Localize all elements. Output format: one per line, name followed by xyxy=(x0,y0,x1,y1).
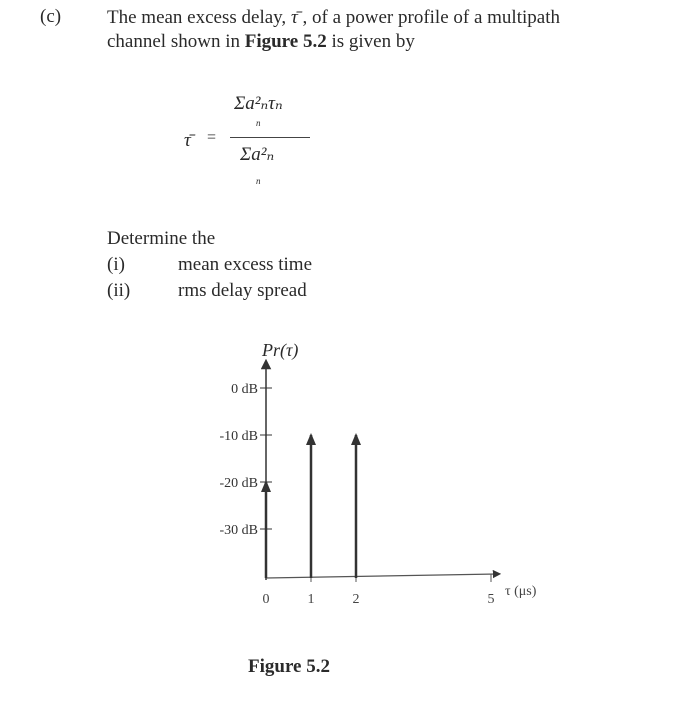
task-item-text: rms delay spread xyxy=(178,280,307,301)
formula-denominator-index: n xyxy=(256,176,261,186)
x-axis-label: τ (μs) xyxy=(505,584,537,599)
task-item-number: (ii) xyxy=(107,280,131,301)
y-tick-label: -20 dB xyxy=(219,476,258,491)
x-tick-label: 1 xyxy=(307,592,315,607)
x-tick-label: 2 xyxy=(352,592,360,607)
question-line-1-post: , of a power profile of a multipath xyxy=(297,7,560,28)
figure-caption: Figure 5.2 xyxy=(248,656,330,677)
part-label: (c) xyxy=(40,6,62,27)
question-line-1-pre: The mean excess delay, xyxy=(107,7,291,28)
x-tick-label: 0 xyxy=(262,592,270,607)
impulse-arrowhead xyxy=(351,433,361,445)
task-item-number: (i) xyxy=(107,254,125,275)
impulse-arrowhead xyxy=(306,433,316,445)
y-tick-label: -10 dB xyxy=(219,429,258,444)
formula-denominator: Σa²ₙ xyxy=(240,144,275,165)
task-intro: Determine the xyxy=(107,228,216,249)
x-axis xyxy=(266,574,497,578)
question-line-2-post: is given by xyxy=(326,31,415,52)
y-tick-label: 0 dB xyxy=(231,382,258,397)
x-tick-label: 5 xyxy=(487,592,495,607)
question-line-2-pre: channel shown in xyxy=(107,31,245,52)
formula-numerator-index: n xyxy=(256,118,261,128)
figure-reference: Figure 5.2 xyxy=(244,31,327,52)
task-item-text: mean excess time xyxy=(178,254,313,275)
formula-lhs: τ̄ xyxy=(184,130,191,151)
tau-bar-symbol: τ̄ xyxy=(290,7,298,28)
formula-equals: = xyxy=(207,129,217,146)
y-tick-label: -30 dB xyxy=(219,523,258,538)
y-axis-label: Pr(τ) xyxy=(262,340,299,360)
formula-numerator: Σa²ₙτₙ xyxy=(234,93,283,114)
